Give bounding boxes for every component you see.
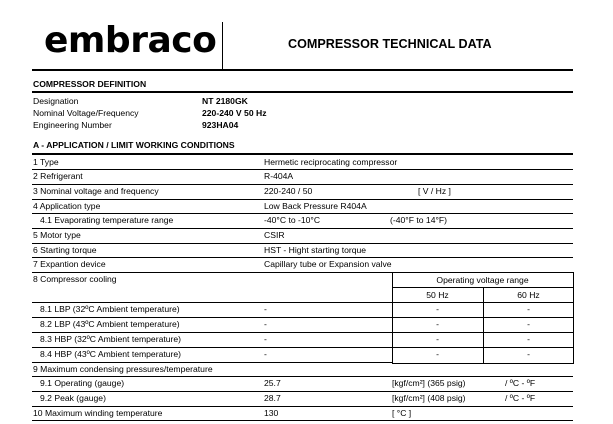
col-60hz-header: 60 Hz: [517, 290, 540, 300]
engineering-label: Engineering Number: [33, 120, 112, 130]
engineering-value: 923HA04: [202, 120, 239, 130]
definition-heading: COMPRESSOR DEFINITION: [33, 79, 147, 89]
row-divider: [32, 362, 392, 363]
row-divider: [32, 302, 573, 303]
pressures-label: 9 Maximum condensing pressures/temperature: [33, 364, 213, 374]
row-unit: (-40°F to 14°F): [390, 215, 448, 225]
row-60hz: -: [527, 349, 530, 359]
row-value: Hermetic reciprocating compressor: [264, 157, 398, 167]
row-value: 25.7: [264, 378, 281, 388]
row-value: Low Back Pressure R404A: [264, 201, 367, 211]
designation-value: NT 2180GK: [202, 96, 248, 106]
row-60hz: -: [527, 334, 530, 344]
row-value: Capillary tube or Expansion valve: [264, 259, 392, 269]
row-50hz: -: [436, 334, 439, 344]
row-label: 8.1 LBP (32ºC Ambient temperature): [40, 304, 180, 314]
row-value: R-404A: [264, 171, 294, 181]
definition-rule: [32, 91, 573, 93]
row-label: 4.1 Evaporating temperature range: [40, 215, 174, 225]
row-value: -: [264, 349, 267, 359]
row-unit-temp: / ºC - ºF: [505, 393, 536, 403]
row-value: -40°C to -10°C: [264, 215, 321, 225]
row-unit: [ V / Hz ]: [418, 186, 451, 196]
row-label: 10 Maximum winding temperature: [33, 408, 163, 418]
designation-label: Designation: [33, 96, 79, 106]
header-divider: [222, 22, 223, 70]
row-divider: [32, 347, 573, 348]
row-value: CSIR: [264, 230, 285, 240]
row-divider: [32, 169, 573, 170]
row-divider: [32, 391, 573, 392]
row-divider: [32, 213, 573, 214]
row-value: 130: [264, 408, 279, 418]
row-label: 5 Motor type: [33, 230, 81, 240]
section-a-rule: [32, 153, 573, 155]
row-value: 28.7: [264, 393, 281, 403]
page-title: COMPRESSOR TECHNICAL DATA: [288, 37, 492, 51]
row-unit-temp: / ºC - ºF: [505, 378, 536, 388]
row-divider: [32, 228, 573, 229]
row-divider: [32, 184, 573, 185]
row-divider: [32, 257, 573, 258]
row-50hz: -: [436, 304, 439, 314]
embraco-logo: embraco: [44, 20, 217, 61]
row-divider: [32, 243, 573, 244]
voltage-value: 220-240 V 50 Hz: [202, 108, 267, 118]
section-a-heading: A - APPLICATION / LIMIT WORKING CONDITIONS: [33, 140, 235, 150]
row-60hz: -: [527, 319, 530, 329]
header-rule: [32, 69, 573, 71]
row-label: 6 Starting torque: [33, 245, 97, 255]
row-label: 3 Nominal voltage and frequency: [33, 186, 159, 196]
row-unit: [kgf/cm²] (365 psig): [392, 378, 466, 388]
row-label: 2 Refrigerant: [33, 171, 83, 181]
row-divider: [32, 406, 573, 407]
row-60hz: -: [527, 304, 530, 314]
row-divider: [32, 317, 573, 318]
cooling-label: 8 Compressor cooling: [33, 274, 117, 284]
row-label: 8.2 LBP (43ºC Ambient temperature): [40, 319, 180, 329]
row-unit: [kgf/cm²] (408 psig): [392, 393, 466, 403]
row-label: 8.4 HBP (43ºC Ambient temperature): [40, 349, 182, 359]
row-value: 220-240 / 50: [264, 186, 313, 196]
row-value: -: [264, 319, 267, 329]
row-unit: [ °C ]: [392, 408, 412, 418]
row-label: 1 Type: [33, 157, 59, 167]
row-divider: [32, 332, 573, 333]
row-label: 9.1 Operating (gauge): [40, 378, 125, 388]
row-value: HST - Hight starting torque: [264, 245, 367, 255]
row-label: 8.3 HBP (32ºC Ambient temperature): [40, 334, 182, 344]
row-label: 9.2 Peak (gauge): [40, 393, 106, 403]
row-label: 4 Application type: [33, 201, 101, 211]
row-divider: [32, 420, 573, 421]
row-value: -: [264, 334, 267, 344]
row-50hz: -: [436, 349, 439, 359]
row-value: -: [264, 304, 267, 314]
voltage-label: Nominal Voltage/Frequency: [33, 108, 139, 118]
range-heading: Operating voltage range: [436, 275, 529, 285]
row-label: 7 Expantion device: [33, 259, 106, 269]
row-divider: [32, 199, 573, 200]
row-50hz: -: [436, 319, 439, 329]
col-50hz-header: 50 Hz: [426, 290, 449, 300]
row-divider: [32, 376, 573, 377]
